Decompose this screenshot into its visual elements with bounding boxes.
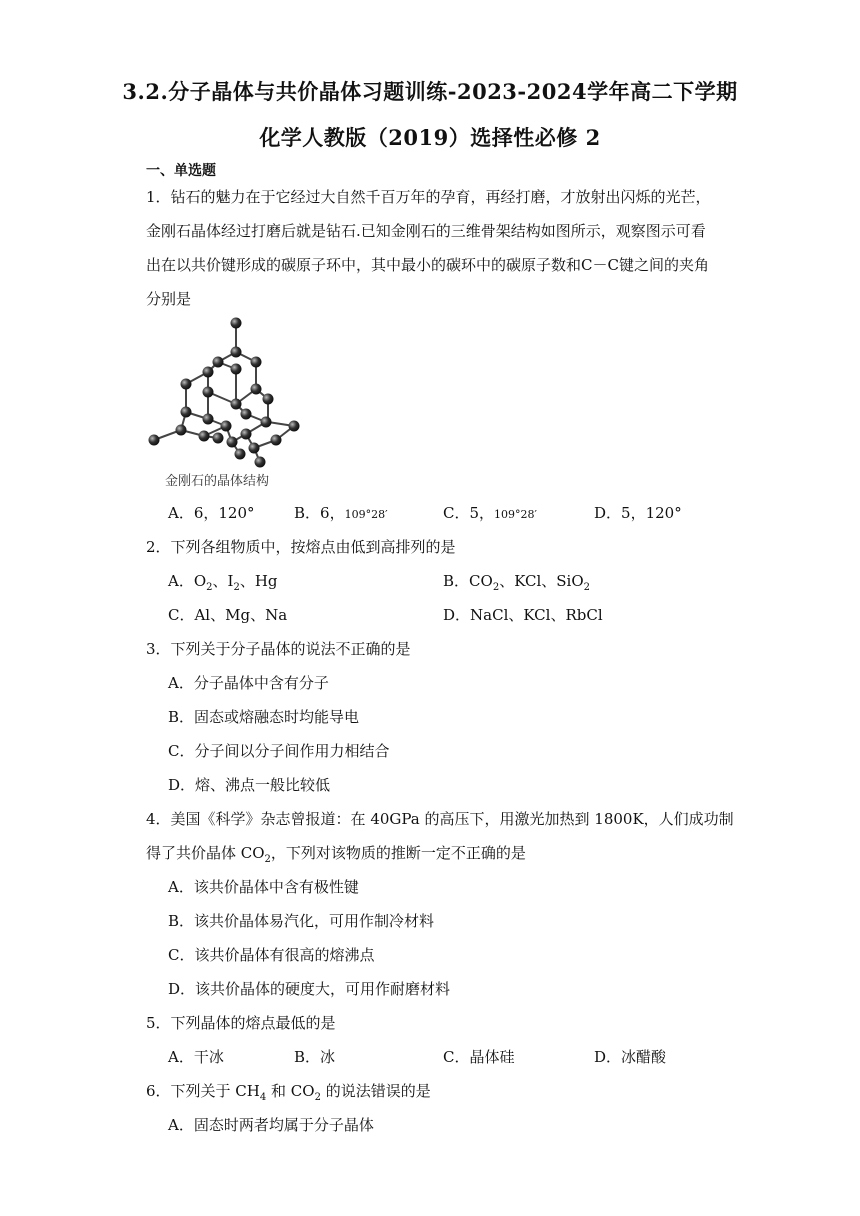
- q1-stem-line1: 1．钻石的魅力在于它经过大自然千百万年的孕育，再经打磨，才放射出闪烁的光芒，: [146, 188, 711, 206]
- q2-b-part2: 、KCl、SiO: [499, 572, 584, 590]
- q2-b-sub2: 2: [583, 582, 591, 593]
- q5-option-d[interactable]: D．冰醋酸: [594, 1048, 667, 1066]
- q1-option-a[interactable]: [168, 502, 255, 523]
- q4-stem-line2-sub: 2: [264, 854, 271, 865]
- q1-option-d-text: D．5，: [594, 504, 646, 522]
- q3-option-a[interactable]: A．分子晶体中含有分子: [168, 674, 329, 692]
- q5-option-b[interactable]: B．冰: [294, 1048, 336, 1066]
- q3-option-c[interactable]: C．分子间以分子间作用力相结合: [168, 742, 390, 760]
- q1-stem-line4: 分别是: [146, 290, 192, 308]
- q1-option-d[interactable]: [594, 502, 682, 523]
- q1-option-b-angle: 109°28′: [344, 508, 388, 521]
- q5-option-c[interactable]: C．晶体硅: [443, 1048, 515, 1066]
- q3-option-b[interactable]: B．固态或熔融态时均能导电: [168, 708, 360, 726]
- q4-stem-line2-part1: 得了共价晶体 CO: [146, 844, 265, 862]
- q6-stem-part2: 和 CO: [266, 1082, 315, 1100]
- q1-option-c-text: C．5，: [443, 504, 495, 522]
- q2-b-sub1: 2: [492, 582, 500, 593]
- q2-option-b[interactable]: [443, 570, 590, 593]
- q4-stem-line1: 4．美国《科学》杂志曾报道：在 40GPa 的高压下，用激光加热到 1800K，人们成功制: [146, 810, 734, 828]
- figure-caption: 金刚石的晶体结构: [165, 474, 270, 489]
- q4-option-a[interactable]: A．该共价晶体中含有极性键: [168, 878, 359, 896]
- q3-option-d[interactable]: D．熔、沸点一般比较低: [168, 776, 331, 794]
- q5-option-a[interactable]: A．干冰: [168, 1048, 224, 1066]
- q6-stem-sub2: 2: [314, 1092, 321, 1103]
- q4-option-d[interactable]: D．该共价晶体的硬度大，可用作耐磨材料: [168, 980, 451, 998]
- q6-option-a[interactable]: A．固态时两者均属于分子晶体: [168, 1116, 374, 1134]
- q1-stem-line2: 金刚石晶体经过打磨后就是钻石.已知金刚石的三维骨架结构如图所示，观察图示可看: [146, 222, 706, 240]
- diamond-lattice-image: [146, 314, 316, 474]
- q2-stem: 2．下列各组物质中，按熔点由低到高排列的是: [146, 538, 456, 556]
- page-title-line1: 3.2.分子晶体与共价晶体习题训练-2023-2024学年高二下学期: [122, 79, 738, 104]
- q1-option-a-angle: 120°: [218, 504, 255, 522]
- q2-a-sub2: 2: [233, 582, 240, 593]
- q2-option-d[interactable]: D．NaCl、KCl、RbCl: [443, 606, 603, 624]
- q5-stem: 5．下列晶体的熔点最低的是: [146, 1014, 336, 1032]
- q6-stem-part1: 6．下列关于 CH: [146, 1082, 260, 1100]
- q4-option-b[interactable]: B．该共价晶体易汽化，可用作制冷材料: [168, 912, 435, 930]
- q4-option-c[interactable]: C．该共价晶体有很高的熔沸点: [168, 946, 375, 964]
- q6-stem-part3: 的说法错误的是: [320, 1082, 431, 1100]
- section-heading: 一、单选题: [146, 163, 216, 179]
- q1-option-b-text: B．6，: [294, 504, 345, 522]
- q2-option-c[interactable]: C．Al、Mg、Na: [168, 606, 288, 624]
- q2-a-part1: A．O: [168, 572, 207, 590]
- q1-option-a-text: A．6，: [168, 504, 219, 522]
- q1-stem-line3: 出在以共价键形成的碳原子环中，其中最小的碳环中的碳原子数和C－C键之间的夹角: [146, 256, 709, 274]
- q4-stem-line2: [146, 842, 526, 865]
- q3-stem: 3．下列关于分子晶体的说法不正确的是: [146, 640, 411, 658]
- q2-a-part3: 、Hg: [239, 572, 278, 590]
- q6-stem: [146, 1080, 431, 1103]
- q2-a-sub1: 2: [206, 582, 213, 593]
- q1-option-b[interactable]: [294, 502, 388, 523]
- q2-b-part1: B．CO: [443, 572, 493, 590]
- q2-a-part2: 、I: [212, 572, 234, 590]
- diamond-structure-figure: [146, 314, 316, 494]
- q6-stem-sub1: 4: [259, 1092, 267, 1103]
- q1-option-c[interactable]: [443, 502, 537, 523]
- q1-option-c-angle: 109°28′: [494, 508, 538, 521]
- q4-stem-line2-part2: ，下列对该物质的推断一定不正确的是: [270, 844, 526, 862]
- page-title-line2: 化学人教版（2019）选择性必修 2: [259, 125, 601, 150]
- q2-option-a[interactable]: [168, 570, 278, 593]
- q1-option-d-angle: 120°: [645, 504, 682, 522]
